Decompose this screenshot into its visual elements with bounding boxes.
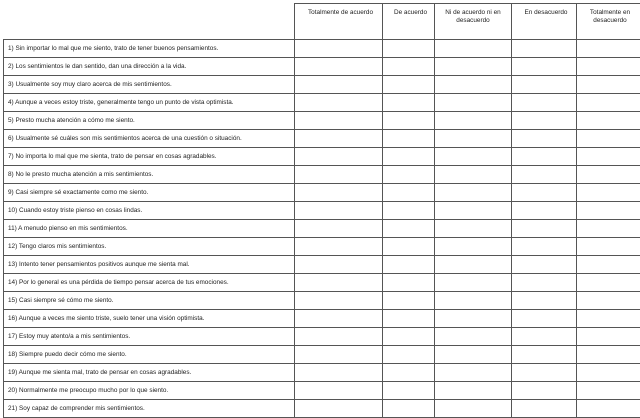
answer-cell-neutral[interactable]: [435, 220, 512, 238]
answer-cell-totalmente-de-acuerdo[interactable]: [295, 220, 383, 238]
table-row: [4, 346, 640, 364]
item-statement: 13) Intento tener pensamientos positivos aunque me sienta mal.: [4, 256, 295, 274]
answer-cell-en-desacuerdo[interactable]: [512, 40, 577, 58]
answer-cell-neutral[interactable]: [435, 310, 512, 328]
answer-cell-neutral[interactable]: [435, 94, 512, 112]
item-statement: 10) Cuando estoy triste pienso en cosas lindas.: [4, 202, 295, 220]
answer-cell-totalmente-en-desacuerdo[interactable]: [577, 256, 640, 274]
item-statement: 5) Presto mucha atención a cómo me siento.: [4, 112, 295, 130]
answer-cell-totalmente-de-acuerdo[interactable]: [295, 256, 383, 274]
item-statement: 4) Aunque a veces estoy triste, generalmente tengo un punto de vista optimista.: [4, 94, 295, 112]
answer-cell-totalmente-de-acuerdo[interactable]: [295, 202, 383, 220]
answer-cell-en-desacuerdo[interactable]: [512, 202, 577, 220]
table-row: [4, 148, 640, 166]
item-statement: 18) Siempre puedo decir cómo me siento.: [4, 346, 295, 364]
item-statement: 14) Por lo general es una pérdida de tiempo pensar acerca de tus emociones.: [4, 274, 295, 292]
header-corner-blank: [4, 4, 295, 40]
answer-cell-en-desacuerdo[interactable]: [512, 94, 577, 112]
answer-cell-de-acuerdo[interactable]: [383, 310, 435, 328]
answer-cell-en-desacuerdo[interactable]: [512, 292, 577, 310]
answer-cell-neutral[interactable]: [435, 382, 512, 400]
answer-cell-en-desacuerdo[interactable]: [512, 382, 577, 400]
item-statement: 6) Usualmente sé cuáles son mis sentimientos acerca de una cuestión o situación.: [4, 130, 295, 148]
item-statement: 19) Aunque me sienta mal, trato de pensar en cosas agradables.: [4, 364, 295, 382]
answer-cell-totalmente-en-desacuerdo[interactable]: [577, 112, 640, 130]
answer-cell-neutral[interactable]: [435, 364, 512, 382]
answer-cell-en-desacuerdo[interactable]: [512, 238, 577, 256]
answer-cell-de-acuerdo[interactable]: [383, 76, 435, 94]
answer-cell-totalmente-de-acuerdo[interactable]: [295, 94, 383, 112]
answer-cell-neutral[interactable]: [435, 148, 512, 166]
answer-cell-en-desacuerdo[interactable]: [512, 112, 577, 130]
header-en-desacuerdo: En desacuerdo: [512, 4, 577, 40]
answer-cell-de-acuerdo[interactable]: [383, 94, 435, 112]
answer-cell-en-desacuerdo[interactable]: [512, 328, 577, 346]
survey-table: [3, 3, 640, 418]
answer-cell-en-desacuerdo[interactable]: [512, 364, 577, 382]
answer-cell-de-acuerdo[interactable]: [383, 40, 435, 58]
answer-cell-neutral[interactable]: [435, 184, 512, 202]
answer-cell-de-acuerdo[interactable]: [383, 112, 435, 130]
header-neutral: Ni de acuerdo ni en desacuerdo: [435, 4, 512, 40]
header-de-acuerdo: De acuerdo: [383, 4, 435, 40]
table-row: [4, 382, 640, 400]
answer-cell-totalmente-de-acuerdo[interactable]: [295, 292, 383, 310]
answer-cell-en-desacuerdo[interactable]: [512, 256, 577, 274]
table-row: [4, 40, 640, 58]
answer-cell-de-acuerdo[interactable]: [383, 400, 435, 418]
answer-cell-neutral[interactable]: [435, 40, 512, 58]
answer-cell-totalmente-de-acuerdo[interactable]: [295, 400, 383, 418]
header-totalmente-en-desacuerdo: Totalmente en desacuerdo: [577, 4, 640, 40]
answer-cell-totalmente-en-desacuerdo[interactable]: [577, 202, 640, 220]
answer-cell-neutral[interactable]: [435, 166, 512, 184]
answer-cell-en-desacuerdo[interactable]: [512, 184, 577, 202]
answer-cell-totalmente-en-desacuerdo[interactable]: [577, 58, 640, 76]
answer-cell-totalmente-en-desacuerdo[interactable]: [577, 274, 640, 292]
answer-cell-en-desacuerdo[interactable]: [512, 130, 577, 148]
table-row: [4, 112, 640, 130]
answer-cell-de-acuerdo[interactable]: [383, 328, 435, 346]
table-row: [4, 166, 640, 184]
item-statement: 1) Sin importar lo mal que me siento, trato de tener buenos pensamientos.: [4, 40, 295, 58]
header-totalmente-de-acuerdo: Totalmente de acuerdo: [295, 4, 383, 40]
answer-cell-neutral[interactable]: [435, 346, 512, 364]
answer-cell-neutral[interactable]: [435, 130, 512, 148]
answer-cell-totalmente-en-desacuerdo[interactable]: [577, 148, 640, 166]
item-statement: 7) No importa lo mal que me sienta, trato de pensar en cosas agradables.: [4, 148, 295, 166]
table-row: [4, 130, 640, 148]
item-statement: 21) Soy capaz de comprender mis sentimientos.: [4, 400, 295, 418]
answer-cell-de-acuerdo[interactable]: [383, 256, 435, 274]
table-row: [4, 202, 640, 220]
answer-cell-neutral[interactable]: [435, 274, 512, 292]
answer-cell-totalmente-en-desacuerdo[interactable]: [577, 364, 640, 382]
answer-cell-de-acuerdo[interactable]: [383, 274, 435, 292]
answer-cell-neutral[interactable]: [435, 112, 512, 130]
answer-cell-en-desacuerdo[interactable]: [512, 76, 577, 94]
answer-cell-neutral[interactable]: [435, 256, 512, 274]
answer-cell-totalmente-en-desacuerdo[interactable]: [577, 346, 640, 364]
table-row: [4, 220, 640, 238]
answer-cell-en-desacuerdo[interactable]: [512, 400, 577, 418]
table-row: [4, 238, 640, 256]
answer-cell-de-acuerdo[interactable]: [383, 346, 435, 364]
answer-cell-en-desacuerdo[interactable]: [512, 310, 577, 328]
table-row: [4, 256, 640, 274]
item-statement: 3) Usualmente soy muy claro acerca de mis sentimientos.: [4, 76, 295, 94]
answer-cell-totalmente-de-acuerdo[interactable]: [295, 364, 383, 382]
item-statement: 2) Los sentimientos le dan sentido, dan una dirección a la vida.: [4, 58, 295, 76]
answer-cell-en-desacuerdo[interactable]: [512, 220, 577, 238]
answer-cell-de-acuerdo[interactable]: [383, 166, 435, 184]
answer-cell-totalmente-en-desacuerdo[interactable]: [577, 292, 640, 310]
table-row: [4, 94, 640, 112]
answer-cell-en-desacuerdo[interactable]: [512, 346, 577, 364]
answer-cell-neutral[interactable]: [435, 400, 512, 418]
answer-cell-totalmente-de-acuerdo[interactable]: [295, 184, 383, 202]
answer-cell-totalmente-en-desacuerdo[interactable]: [577, 94, 640, 112]
item-statement: 9) Casi siempre sé exactamente como me siento.: [4, 184, 295, 202]
item-statement: 17) Estoy muy atento/a a mis sentimientos.: [4, 328, 295, 346]
table-row: [4, 58, 640, 76]
table-row: [4, 310, 640, 328]
table-row: [4, 292, 640, 310]
answer-cell-neutral[interactable]: [435, 328, 512, 346]
answer-cell-totalmente-de-acuerdo[interactable]: [295, 328, 383, 346]
item-statement: 15) Casi siempre sé cómo me siento.: [4, 292, 295, 310]
table-row: [4, 184, 640, 202]
item-statement: 20) Normalmente me preocupo mucho por lo que siento.: [4, 382, 295, 400]
answer-cell-de-acuerdo[interactable]: [383, 58, 435, 76]
answer-cell-totalmente-de-acuerdo[interactable]: [295, 274, 383, 292]
answer-cell-neutral[interactable]: [435, 202, 512, 220]
answer-cell-totalmente-en-desacuerdo[interactable]: [577, 184, 640, 202]
table-row: [4, 76, 640, 94]
table-row: [4, 274, 640, 292]
answer-cell-de-acuerdo[interactable]: [383, 382, 435, 400]
answer-cell-totalmente-en-desacuerdo[interactable]: [577, 238, 640, 256]
answer-cell-de-acuerdo[interactable]: [383, 220, 435, 238]
answer-cell-totalmente-en-desacuerdo[interactable]: [577, 166, 640, 184]
answer-cell-totalmente-de-acuerdo[interactable]: [295, 76, 383, 94]
item-statement: 8) No le presto mucha atención a mis sentimientos.: [4, 166, 295, 184]
answer-cell-en-desacuerdo[interactable]: [512, 58, 577, 76]
answer-cell-totalmente-de-acuerdo[interactable]: [295, 238, 383, 256]
answer-cell-totalmente-en-desacuerdo[interactable]: [577, 220, 640, 238]
answer-cell-totalmente-en-desacuerdo[interactable]: [577, 130, 640, 148]
answer-cell-de-acuerdo[interactable]: [383, 130, 435, 148]
answer-cell-de-acuerdo[interactable]: [383, 292, 435, 310]
answer-cell-de-acuerdo[interactable]: [383, 238, 435, 256]
answer-cell-totalmente-en-desacuerdo[interactable]: [577, 310, 640, 328]
answer-cell-neutral[interactable]: [435, 76, 512, 94]
answer-cell-de-acuerdo[interactable]: [383, 364, 435, 382]
answer-cell-en-desacuerdo[interactable]: [512, 274, 577, 292]
answer-cell-totalmente-en-desacuerdo[interactable]: [577, 76, 640, 94]
answer-cell-totalmente-de-acuerdo[interactable]: [295, 166, 383, 184]
answer-cell-en-desacuerdo[interactable]: [512, 166, 577, 184]
answer-cell-neutral[interactable]: [435, 292, 512, 310]
answer-cell-totalmente-de-acuerdo[interactable]: [295, 382, 383, 400]
item-statement: 12) Tengo claros mis sentimientos.: [4, 238, 295, 256]
answer-cell-totalmente-de-acuerdo[interactable]: [295, 112, 383, 130]
answer-cell-de-acuerdo[interactable]: [383, 184, 435, 202]
answer-cell-totalmente-de-acuerdo[interactable]: [295, 148, 383, 166]
answer-cell-totalmente-en-desacuerdo[interactable]: [577, 382, 640, 400]
answer-cell-neutral[interactable]: [435, 238, 512, 256]
answer-cell-totalmente-en-desacuerdo[interactable]: [577, 400, 640, 418]
item-statement: 16) Aunque a veces me siento triste, suelo tener una visión optimista.: [4, 310, 295, 328]
answer-cell-de-acuerdo[interactable]: [383, 148, 435, 166]
answer-cell-totalmente-en-desacuerdo[interactable]: [577, 40, 640, 58]
answer-cell-totalmente-de-acuerdo[interactable]: [295, 130, 383, 148]
answer-cell-totalmente-de-acuerdo[interactable]: [295, 40, 383, 58]
answer-cell-neutral[interactable]: [435, 58, 512, 76]
header-row: [4, 4, 640, 40]
answer-cell-en-desacuerdo[interactable]: [512, 148, 577, 166]
answer-cell-totalmente-de-acuerdo[interactable]: [295, 346, 383, 364]
table-row: [4, 400, 640, 418]
table-row: [4, 364, 640, 382]
answer-cell-totalmente-de-acuerdo[interactable]: [295, 310, 383, 328]
table-row: [4, 328, 640, 346]
answer-cell-totalmente-en-desacuerdo[interactable]: [577, 328, 640, 346]
answer-cell-de-acuerdo[interactable]: [383, 202, 435, 220]
answer-cell-totalmente-de-acuerdo[interactable]: [295, 58, 383, 76]
item-statement: 11) A menudo pienso en mis sentimientos.: [4, 220, 295, 238]
